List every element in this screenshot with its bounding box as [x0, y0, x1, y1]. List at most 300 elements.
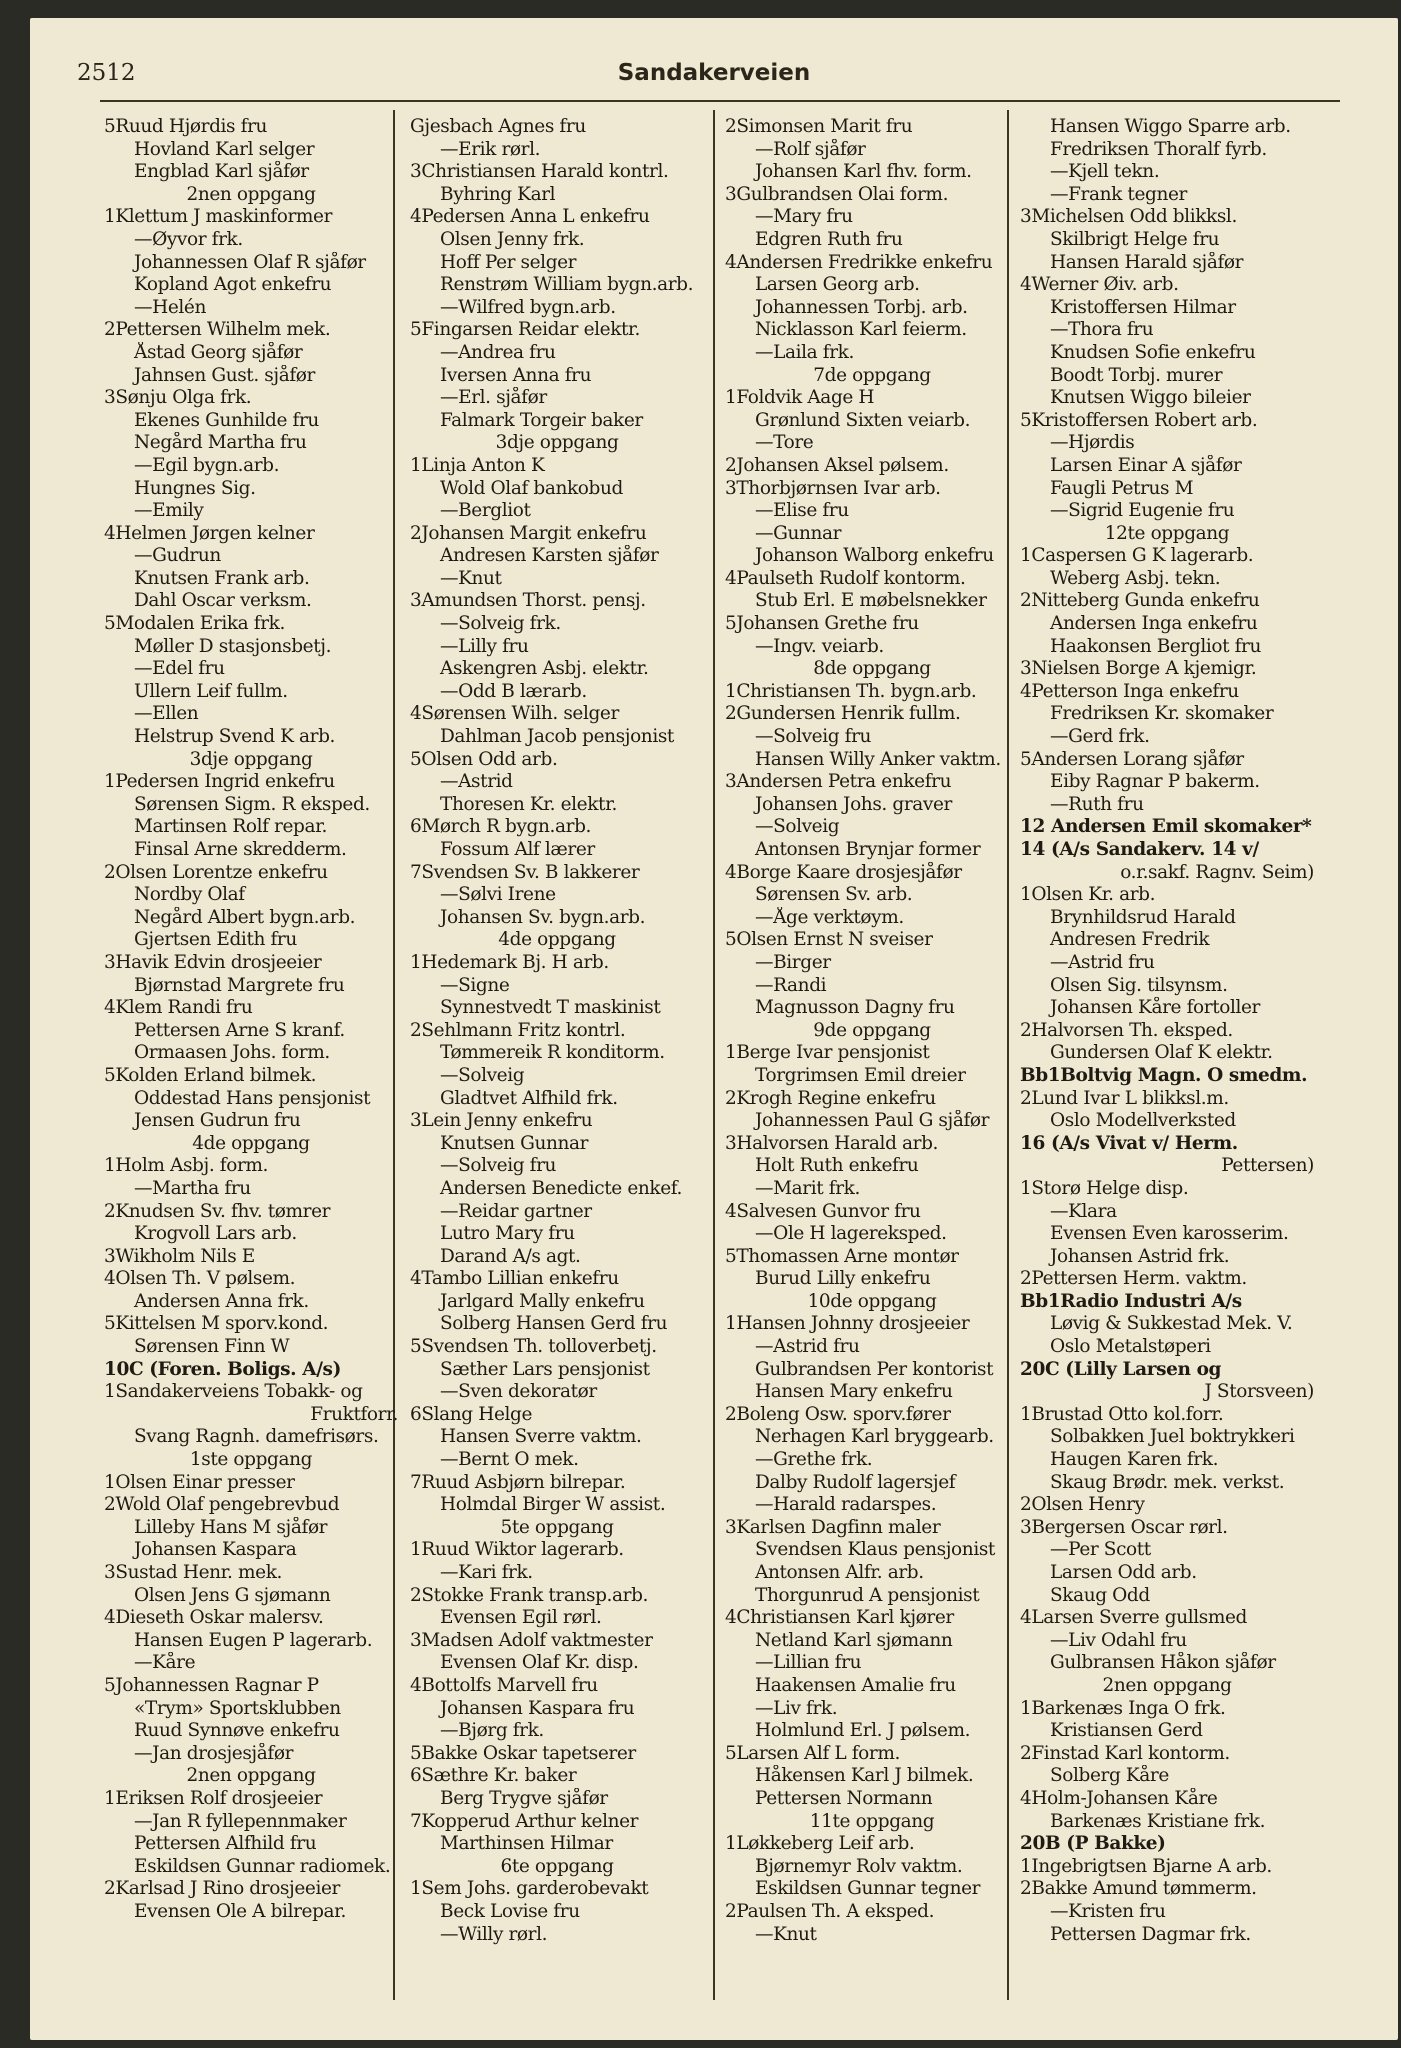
resident-entry: Svang Ragnh. damefrisørs.: [134, 1426, 379, 1448]
resident-entry: Bjørnstad Margrete fru: [134, 974, 345, 996]
resident-entry: 4Pedersen Anna L enkefru: [410, 206, 650, 228]
resident-entry: 2Paulsen Th. A eksped.: [725, 1900, 935, 1922]
resident-entry: —Signe: [440, 974, 510, 996]
resident-entry: —Knut: [755, 1923, 817, 1945]
resident-entry: 5Andersen Lorang sjåfør: [1020, 748, 1244, 770]
resident-entry: —Gerd frk.: [1050, 726, 1150, 748]
resident-entry: —Solveig: [440, 1064, 525, 1086]
resident-entry: —Tore: [755, 432, 814, 454]
resident-entry: Oddestad Hans pensjonist: [134, 1087, 371, 1109]
resident-entry: Nicklasson Karl feierm.: [755, 319, 967, 341]
resident-entry: 1Storø Helge disp.: [1020, 1177, 1189, 1199]
resident-entry: Olsen Jens G sjømann: [134, 1584, 331, 1606]
resident-entry: 1Løkkeberg Leif arb.: [725, 1833, 915, 1855]
resident-entry: Åstad Georg sjåfør: [134, 341, 303, 363]
resident-entry: Andresen Fredrik: [1050, 929, 1210, 951]
resident-entry: o.r.sakf. Ragnv. Seim): [1120, 861, 1314, 883]
resident-entry: —Lillian fru: [755, 1652, 862, 1674]
resident-entry: Knudsen Sofie enkefru: [1050, 341, 1256, 363]
resident-entry: 2Stokke Frank transp.arb.: [410, 1584, 649, 1606]
resident-entry: 4Sørensen Wilh. selger: [410, 703, 619, 725]
resident-entry: Hansen Eugen P lagerarb.: [134, 1629, 373, 1651]
resident-entry: 3Amundsen Thorst. pensj.: [410, 590, 646, 612]
resident-entry: Faugli Petrus M: [1050, 477, 1194, 499]
resident-entry: 3Nielsen Borge A kjemigr.: [1020, 658, 1257, 680]
resident-entry: 4Helmen Jørgen kelner: [104, 522, 315, 544]
resident-entry: 1Hedemark Bj. H arb.: [410, 951, 609, 973]
resident-entry: Pettersen Dagmar frk.: [1050, 1923, 1251, 1945]
resident-entry: 1Ruud Wiktor lagerarb.: [410, 1539, 624, 1561]
resident-entry: Jahnsen Gust. sjåfør: [134, 364, 315, 386]
resident-entry: Berg Trygve sjåfør: [440, 1787, 608, 1809]
resident-entry: —Grethe frk.: [755, 1449, 873, 1471]
resident-entry: 4Christiansen Karl kjører: [725, 1607, 954, 1629]
resident-entry: 1Sandakerveiens Tobakk- og: [104, 1381, 363, 1403]
resident-entry: Sørensen Sv. arb.: [755, 884, 913, 906]
resident-entry: 3Sønju Olga frk.: [104, 387, 252, 409]
resident-entry: —Egil bygn.arb.: [134, 454, 280, 476]
entrance-heading: 9de oppgang: [813, 1019, 931, 1041]
resident-entry: Haakensen Amalie fru: [755, 1674, 956, 1696]
resident-entry: «Trym» Sportsklubben: [134, 1697, 341, 1719]
resident-entry: 4Salvesen Gunvor fru: [725, 1200, 921, 1222]
resident-entry: —Hjørdis: [1050, 432, 1135, 454]
resident-entry: Bjørnemyr Rolv vaktm.: [755, 1855, 963, 1877]
resident-entry: 4Petterson Inga enkefru: [1020, 680, 1239, 702]
resident-entry: Wold Olaf bankobud: [440, 477, 623, 499]
resident-entry: Hoff Per selger: [440, 251, 577, 273]
resident-entry: —Erik rørl.: [440, 138, 541, 160]
resident-entry: 3Christiansen Harald kontrl.: [410, 161, 669, 183]
resident-entry: Negård Albert bygn.arb.: [134, 906, 356, 928]
resident-entry: Andresen Karsten sjåfør: [440, 545, 659, 567]
resident-entry: Boodt Torbj. murer: [1050, 364, 1223, 386]
resident-entry: Andersen Anna frk.: [134, 1290, 309, 1312]
resident-entry: Knutsen Gunnar: [440, 1132, 589, 1154]
resident-entry: —Åge verktøym.: [755, 906, 904, 928]
column-4: [1020, 116, 1314, 1946]
resident-entry: 4Werner Øiv. arb.: [1020, 274, 1179, 296]
resident-entry: Ruud Synnøve enkefru: [134, 1720, 340, 1742]
resident-entry: 3Michelsen Odd blikksl.: [1020, 206, 1237, 228]
building-entry: 10C (Foren. Boligs. A/s): [104, 1358, 341, 1380]
resident-entry: 5Kolden Erland bilmek.: [104, 1064, 317, 1086]
resident-entry: 3Karlsen Dagfinn maler: [725, 1516, 941, 1538]
resident-entry: Håkensen Karl J bilmek.: [755, 1765, 974, 1787]
resident-entry: Larsen Georg arb.: [755, 274, 920, 296]
resident-entry: Dahlman Jacob pensjonist: [440, 726, 674, 748]
resident-entry: Løvig & Sukkestad Mek. V.: [1050, 1313, 1293, 1335]
page-number: 2512: [77, 60, 136, 86]
resident-entry: Pettersen Arne S kranf.: [134, 1019, 345, 1041]
resident-entry: —Sigrid Eugenie fru: [1050, 500, 1235, 522]
resident-entry: Johansen Sv. bygn.arb.: [440, 906, 646, 928]
resident-entry: Sørensen Sigm. R eksped.: [134, 793, 370, 815]
resident-entry: Holmdal Birger W assist.: [440, 1494, 666, 1516]
entrance-heading: 2nen oppgang: [1102, 1674, 1232, 1696]
resident-entry: Netland Karl sjømann: [755, 1629, 953, 1651]
resident-entry: Antonsen Alfr. arb.: [755, 1562, 924, 1583]
resident-entry: Kristiansen Gerd: [1050, 1720, 1203, 1742]
resident-entry: 2Wold Olaf pengebrevbud: [104, 1494, 340, 1516]
resident-entry: Skilbrigt Helge fru: [1050, 228, 1220, 250]
resident-entry: 5Thomassen Arne montør: [725, 1245, 959, 1267]
entrance-heading: 7de oppgang: [813, 364, 931, 386]
resident-entry: —Liv Odahl fru: [1050, 1629, 1187, 1651]
resident-entry: 5Kristoffersen Robert arb.: [1020, 409, 1258, 431]
resident-entry: Johansen Kaspara: [134, 1539, 297, 1561]
resident-entry: —Sølvi Irene: [440, 884, 556, 906]
entrance-heading: 10de oppgang: [807, 1290, 937, 1312]
resident-entry: Pettersen): [1221, 1155, 1314, 1177]
resident-entry: Askengren Asbj. elektr.: [440, 658, 649, 680]
resident-entry: Andersen Benedicte enkef.: [440, 1177, 683, 1199]
resident-entry: —Per Scott: [1050, 1539, 1151, 1561]
resident-entry: 1Berge Ivar pensjonist: [725, 1042, 930, 1064]
resident-entry: 4Klem Randi fru: [104, 997, 253, 1019]
resident-entry: Skaug Odd: [1050, 1584, 1150, 1606]
resident-entry: 2Olsen Lorentze enkefru: [104, 861, 328, 883]
resident-entry: 4Borge Kaare drosjesjåfør: [725, 861, 962, 883]
resident-entry: 5Fingarsen Reidar elektr.: [410, 319, 640, 341]
resident-entry: Magnusson Dagny fru: [755, 997, 955, 1019]
entrance-heading: 2nen oppgang: [186, 1765, 316, 1787]
resident-entry: —Ellen: [134, 703, 199, 725]
resident-entry: Thoresen Kr. elektr.: [440, 793, 617, 815]
resident-entry: —Willy rørl.: [440, 1923, 548, 1945]
entrance-heading: 4de oppgang: [192, 1132, 310, 1154]
resident-entry: —Astrid fru: [755, 1336, 860, 1358]
resident-entry: 2Olsen Henry: [1020, 1494, 1145, 1516]
resident-entry: —Helén: [134, 296, 206, 318]
resident-entry: Svendsen Klaus pensjonist: [755, 1539, 995, 1561]
resident-entry: Knutsen Wiggo bileier: [1050, 387, 1251, 409]
resident-entry: 4Paulseth Rudolf kontorm.: [725, 567, 966, 589]
resident-entry: 2Pettersen Herm. vaktm.: [1020, 1268, 1247, 1290]
resident-entry: —Ingv. veiarb.: [755, 635, 884, 657]
resident-entry: 1Olsen Einar presser: [104, 1471, 295, 1493]
resident-entry: —Bernt O mek.: [440, 1449, 579, 1471]
resident-entry: 1Eriksen Rolf drosjeeier: [104, 1787, 323, 1809]
resident-entry: Eskildsen Gunnar radiomek.: [134, 1855, 391, 1877]
building-entry: 16 (A/s Vivat v/ Herm.: [1020, 1132, 1238, 1154]
resident-entry: Larsen Einar A sjåfør: [1050, 454, 1242, 476]
resident-entry: —Astrid: [440, 771, 513, 793]
resident-entry: 2Johansen Aksel pølsem.: [725, 454, 949, 476]
resident-entry: —Ole H lagereksped.: [755, 1223, 947, 1245]
resident-entry: —Klara: [1050, 1200, 1117, 1222]
resident-entry: 5Olsen Odd arb.: [410, 748, 558, 770]
resident-entry: —Lilly fru: [440, 635, 529, 657]
resident-entry: Hansen Harald sjåfør: [1050, 251, 1244, 273]
resident-entry: Hansen Sverre vaktm.: [440, 1426, 642, 1448]
resident-entry: Johansen Kåre fortoller: [1050, 997, 1260, 1019]
resident-entry: 6Mørch R bygn.arb.: [410, 816, 591, 838]
resident-entry: Renstrøm William bygn.arb.: [440, 274, 694, 296]
resident-entry: Negård Martha fru: [134, 432, 307, 454]
resident-entry: 1Foldvik Aage H: [725, 387, 875, 409]
resident-entry: Olsen Jenny frk.: [440, 228, 585, 250]
resident-entry: 5Ruud Hjørdis fru: [104, 116, 268, 137]
resident-entry: 2Sehlmann Fritz kontrl.: [410, 1019, 626, 1041]
resident-entry: 6Sæthre Kr. baker: [410, 1765, 577, 1787]
resident-entry: Sæther Lars pensjonist: [440, 1358, 650, 1380]
resident-entry: —Odd B lærarb.: [440, 680, 587, 702]
resident-entry: 3Gulbrandsen Olai form.: [725, 183, 949, 205]
building-entry: Bb1Radio Industri A/s: [1020, 1290, 1242, 1312]
resident-entry: 5Larsen Alf L form.: [725, 1742, 900, 1764]
resident-entry: Weberg Asbj. tekn.: [1050, 567, 1221, 589]
building-entry: 14 (A/s Sandakerv. 14 v/: [1020, 839, 1259, 860]
resident-entry: Ormaasen Johs. form.: [134, 1042, 330, 1064]
resident-entry: J Storsveen): [1204, 1381, 1314, 1403]
resident-entry: Fruktforr.: [310, 1403, 398, 1425]
resident-entry: —Harald radarspes.: [755, 1494, 937, 1516]
resident-entry: Oslo Metalstøperi: [1050, 1336, 1211, 1358]
resident-entry: 1Olsen Kr. arb.: [1020, 884, 1156, 906]
resident-entry: Ekenes Gunhilde fru: [134, 409, 319, 431]
resident-entry: Gulbrandsen Per kontorist: [755, 1358, 994, 1380]
resident-entry: Solbakken Juel boktrykkeri: [1050, 1426, 1295, 1448]
resident-entry: —Emily: [134, 500, 204, 522]
resident-entry: 4Larsen Sverre gullsmed: [1020, 1607, 1247, 1629]
resident-entry: Evensen Olaf Kr. disp.: [440, 1652, 639, 1674]
resident-entry: Fredriksen Thoralf fyrb.: [1050, 138, 1267, 160]
resident-entry: Martinsen Rolf repar.: [134, 816, 327, 838]
entrance-heading: 6te oppgang: [500, 1855, 614, 1877]
resident-entry: 1Sem Johs. garderobevakt: [410, 1878, 649, 1900]
resident-entry: Møller D stasjonsbetj.: [134, 635, 332, 657]
resident-entry: 5Modalen Erika frk.: [104, 613, 285, 635]
resident-entry: —Mary fru: [755, 206, 853, 228]
resident-entry: Andersen Inga enkefru: [1050, 613, 1258, 635]
resident-entry: —Edel fru: [134, 658, 225, 680]
resident-entry: —Øyvor frk.: [134, 228, 243, 250]
resident-entry: Engblad Karl sjåfør: [134, 161, 309, 183]
resident-entry: Johansen Johs. graver: [755, 793, 952, 815]
resident-entry: Iversen Anna fru: [440, 364, 592, 386]
resident-entry: 7Ruud Asbjørn bilrepar.: [410, 1471, 626, 1493]
resident-entry: Beck Lovise fru: [440, 1900, 580, 1922]
resident-entry: 1Ingebrigtsen Bjarne A arb.: [1020, 1855, 1272, 1877]
resident-entry: Larsen Odd arb.: [1050, 1562, 1197, 1583]
resident-entry: Johansen Karl fhv. form.: [755, 161, 972, 183]
resident-entry: —Knut: [440, 567, 502, 589]
street-heading: Sandakerveien: [617, 60, 811, 86]
resident-entry: —Rolf sjåfør: [755, 138, 866, 160]
column-divider: [713, 110, 715, 2000]
resident-entry: Grønlund Sixten veiarb.: [755, 409, 971, 431]
resident-entry: Kristoffersen Hilmar: [1050, 296, 1236, 318]
entrance-heading: 3dje oppgang: [189, 748, 313, 770]
column-3: [725, 116, 1019, 1946]
resident-entry: 5Johansen Grethe fru: [725, 613, 919, 635]
resident-entry: Eiby Ragnar P bakerm.: [1050, 771, 1260, 793]
resident-entry: Barkenæs Kristiane frk.: [1050, 1810, 1266, 1832]
resident-entry: —Liv frk.: [755, 1697, 838, 1719]
resident-entry: 2Halvorsen Th. eksped.: [1020, 1019, 1233, 1041]
resident-entry: 1Pedersen Ingrid enkefru: [104, 771, 335, 793]
resident-entry: Hansen Willy Anker vaktm.: [755, 748, 1001, 770]
resident-entry: 3Andersen Petra enkefru: [725, 771, 952, 793]
resident-entry: 2Knudsen Sv. fhv. tømrer: [104, 1200, 331, 1222]
resident-entry: —Reidar gartner: [440, 1200, 592, 1222]
resident-entry: Thorgunrud A pensjonist: [755, 1584, 980, 1606]
resident-entry: 4Dieseth Oskar malersv.: [104, 1607, 324, 1629]
resident-entry: 5Kittelsen M sporv.kond.: [104, 1313, 329, 1335]
resident-entry: Pettersen Normann: [755, 1787, 933, 1809]
resident-entry: Hovland Karl selger: [134, 138, 315, 160]
resident-entry: Johannessen Torbj. arb.: [755, 296, 968, 318]
resident-entry: Solberg Hansen Gerd fru: [440, 1313, 668, 1335]
resident-entry: Johansen Astrid frk.: [1050, 1245, 1230, 1267]
resident-entry: —Marit frk.: [755, 1177, 860, 1199]
resident-entry: 3Lein Jenny enkefru: [410, 1110, 593, 1132]
resident-entry: —Laila frk.: [755, 341, 854, 363]
resident-entry: —Erl. sjåfør: [440, 387, 547, 409]
resident-entry: Johannessen Olaf R sjåfør: [134, 251, 366, 273]
resident-entry: Darand A/s agt.: [440, 1245, 581, 1267]
resident-entry: —Sven dekoratør: [440, 1381, 597, 1403]
resident-entry: Nerhagen Karl bryggearb.: [755, 1426, 994, 1448]
resident-entry: 4Andersen Fredrikke enkefru: [725, 251, 993, 273]
resident-entry: 2Lund Ivar L blikksl.m.: [1020, 1087, 1229, 1109]
resident-entry: Holt Ruth enkefru: [755, 1155, 919, 1177]
resident-entry: Evensen Even karosserim.: [1050, 1223, 1289, 1245]
resident-entry: Fossum Alf lærer: [440, 839, 595, 860]
resident-entry: —Solveig fru: [440, 1155, 557, 1177]
resident-entry: Hungnes Sig.: [134, 477, 256, 499]
resident-entry: Olsen Sig. tilsynsm.: [1050, 974, 1228, 996]
resident-entry: 2Finstad Karl kontorm.: [1020, 1742, 1230, 1764]
resident-entry: 1Hansen Johnny drosjeeier: [725, 1313, 970, 1335]
resident-entry: 2Boleng Osw. sporv.fører: [725, 1403, 951, 1425]
resident-entry: 3Halvorsen Harald arb.: [725, 1132, 938, 1154]
resident-entry: 2Bakke Amund tømmerm.: [1020, 1878, 1257, 1900]
resident-entry: Oslo Modellverksted: [1050, 1110, 1236, 1132]
resident-entry: —Kjell tekn.: [1050, 161, 1160, 183]
resident-entry: Solberg Kåre: [1050, 1765, 1169, 1787]
resident-entry: —Bergliot: [440, 500, 531, 522]
resident-entry: —Kristen fru: [1050, 1900, 1166, 1922]
column-2: [410, 116, 704, 1946]
resident-entry: —Birger: [755, 951, 831, 973]
resident-entry: 2Pettersen Wilhelm mek.: [104, 319, 331, 341]
entrance-heading: 2nen oppgang: [186, 183, 316, 205]
building-entry: Bb1Boltvig Magn. O smedm.: [1020, 1064, 1308, 1086]
building-entry: 20B (P Bakke): [1020, 1833, 1166, 1855]
resident-entry: Holmlund Erl. J pølsem.: [755, 1720, 971, 1742]
resident-entry: 2Johansen Margit enkefru: [410, 522, 647, 544]
resident-entry: 4Tambo Lillian enkefru: [410, 1268, 619, 1290]
resident-entry: Falmark Torgeir baker: [440, 409, 643, 431]
resident-entry: 5Johannessen Ragnar P: [104, 1674, 319, 1696]
resident-entry: 2Karlsad J Rino drosjeeier: [104, 1878, 340, 1900]
resident-entry: —Thora fru: [1050, 319, 1154, 341]
resident-entry: Evensen Ole A bilrepar.: [134, 1900, 347, 1922]
resident-entry: 1Barkenæs Inga O frk.: [1020, 1697, 1226, 1719]
resident-entry: Lutro Mary fru: [440, 1223, 575, 1245]
resident-entry: 1Brustad Otto kol.forr.: [1020, 1403, 1224, 1425]
resident-entry: 1Klettum J maskinformer: [104, 206, 333, 228]
resident-entry: —Martha fru: [134, 1177, 251, 1199]
resident-entry: Hansen Wiggo Sparre arb.: [1050, 116, 1291, 137]
resident-entry: Gjesbach Agnes fru: [410, 116, 586, 137]
resident-entry: —Gudrun: [134, 545, 221, 567]
resident-entry: —Andrea fru: [440, 341, 556, 363]
resident-entry: —Solveig: [755, 816, 840, 838]
resident-entry: Haakonsen Bergliot fru: [1050, 635, 1262, 657]
resident-entry: —Jan drosjesjåfør: [134, 1742, 294, 1764]
resident-entry: Marthinsen Hilmar: [440, 1833, 613, 1855]
header-rule: [100, 100, 1340, 102]
resident-entry: Jarlgard Mally enkefru: [440, 1290, 645, 1312]
resident-entry: Edgren Ruth fru: [755, 228, 903, 250]
resident-entry: Dalby Rudolf lagersjef: [755, 1471, 956, 1493]
resident-entry: 5Svendsen Th. tolloverbetj.: [410, 1336, 657, 1358]
entrance-heading: 4de oppgang: [498, 929, 616, 951]
resident-entry: —Elise fru: [755, 500, 849, 522]
resident-entry: Byhring Karl: [440, 183, 556, 205]
entrance-heading: 3dje oppgang: [495, 432, 619, 454]
resident-entry: —Kari frk.: [440, 1562, 533, 1583]
resident-entry: —Kåre: [134, 1652, 196, 1674]
resident-entry: 2Krogh Regine enkefru: [725, 1087, 936, 1109]
building-entry: 20C (Lilly Larsen og: [1020, 1358, 1222, 1380]
resident-entry: Nordby Olaf: [134, 884, 245, 906]
entrance-heading: 5te oppgang: [500, 1516, 614, 1538]
resident-entry: 1Caspersen G K lagerarb.: [1020, 545, 1254, 567]
resident-entry: 3Wikholm Nils E: [104, 1245, 255, 1267]
column-1: [104, 116, 398, 1924]
entrance-heading: 8de oppgang: [813, 658, 931, 680]
resident-entry: 3Bergersen Oscar rørl.: [1020, 1516, 1228, 1538]
resident-entry: Skaug Brødr. mek. verkst.: [1050, 1471, 1285, 1493]
resident-entry: 5Olsen Ernst N sveiser: [725, 929, 933, 951]
resident-entry: Johansen Kaspara fru: [440, 1697, 635, 1719]
resident-entry: —Jan R fyllepennmaker: [134, 1810, 347, 1832]
resident-entry: —Solveig fru: [755, 726, 872, 748]
resident-entry: Kopland Agot enkefru: [134, 274, 332, 296]
resident-entry: —Randi: [755, 974, 827, 996]
resident-entry: —Astrid fru: [1050, 951, 1155, 973]
resident-entry: Jensen Gudrun fru: [134, 1110, 301, 1132]
resident-entry: Johanson Walborg enkefru: [755, 545, 994, 567]
entrance-heading: 1ste oppgang: [189, 1449, 313, 1471]
resident-entry: Eskildsen Gunnar tegner: [755, 1878, 981, 1900]
resident-entry: Knutsen Frank arb.: [134, 567, 310, 589]
resident-entry: —Bjørg frk.: [440, 1720, 544, 1742]
resident-entry: Lilleby Hans M sjåfør: [134, 1516, 328, 1538]
resident-entry: Dahl Oscar verksm.: [134, 590, 312, 612]
resident-entry: Sørensen Finn W: [134, 1336, 290, 1358]
resident-entry: Gjertsen Edith fru: [134, 929, 297, 951]
resident-entry: Antonsen Brynjar former: [755, 839, 981, 860]
resident-entry: Haugen Karen frk.: [1050, 1449, 1219, 1471]
resident-entry: Johannessen Paul G sjåfør: [755, 1110, 990, 1132]
resident-entry: Gulbransen Håkon sjåfør: [1050, 1652, 1276, 1674]
resident-entry: 7Svendsen Sv. B lakkerer: [410, 861, 640, 883]
resident-entry: Gundersen Olaf K elektr.: [1050, 1042, 1273, 1064]
entrance-heading: 11te oppgang: [809, 1810, 935, 1832]
resident-entry: —Ruth fru: [1050, 793, 1144, 815]
resident-entry: —Frank tegner: [1050, 183, 1187, 205]
resident-entry: Gladtvet Alfhild frk.: [440, 1087, 618, 1109]
resident-entry: 4Olsen Th. V pølsem.: [104, 1268, 296, 1290]
resident-entry: 1Linja Anton K: [410, 454, 545, 476]
resident-entry: 1Christiansen Th. bygn.arb.: [725, 680, 977, 702]
resident-entry: Torgrimsen Emil dreier: [755, 1064, 966, 1086]
